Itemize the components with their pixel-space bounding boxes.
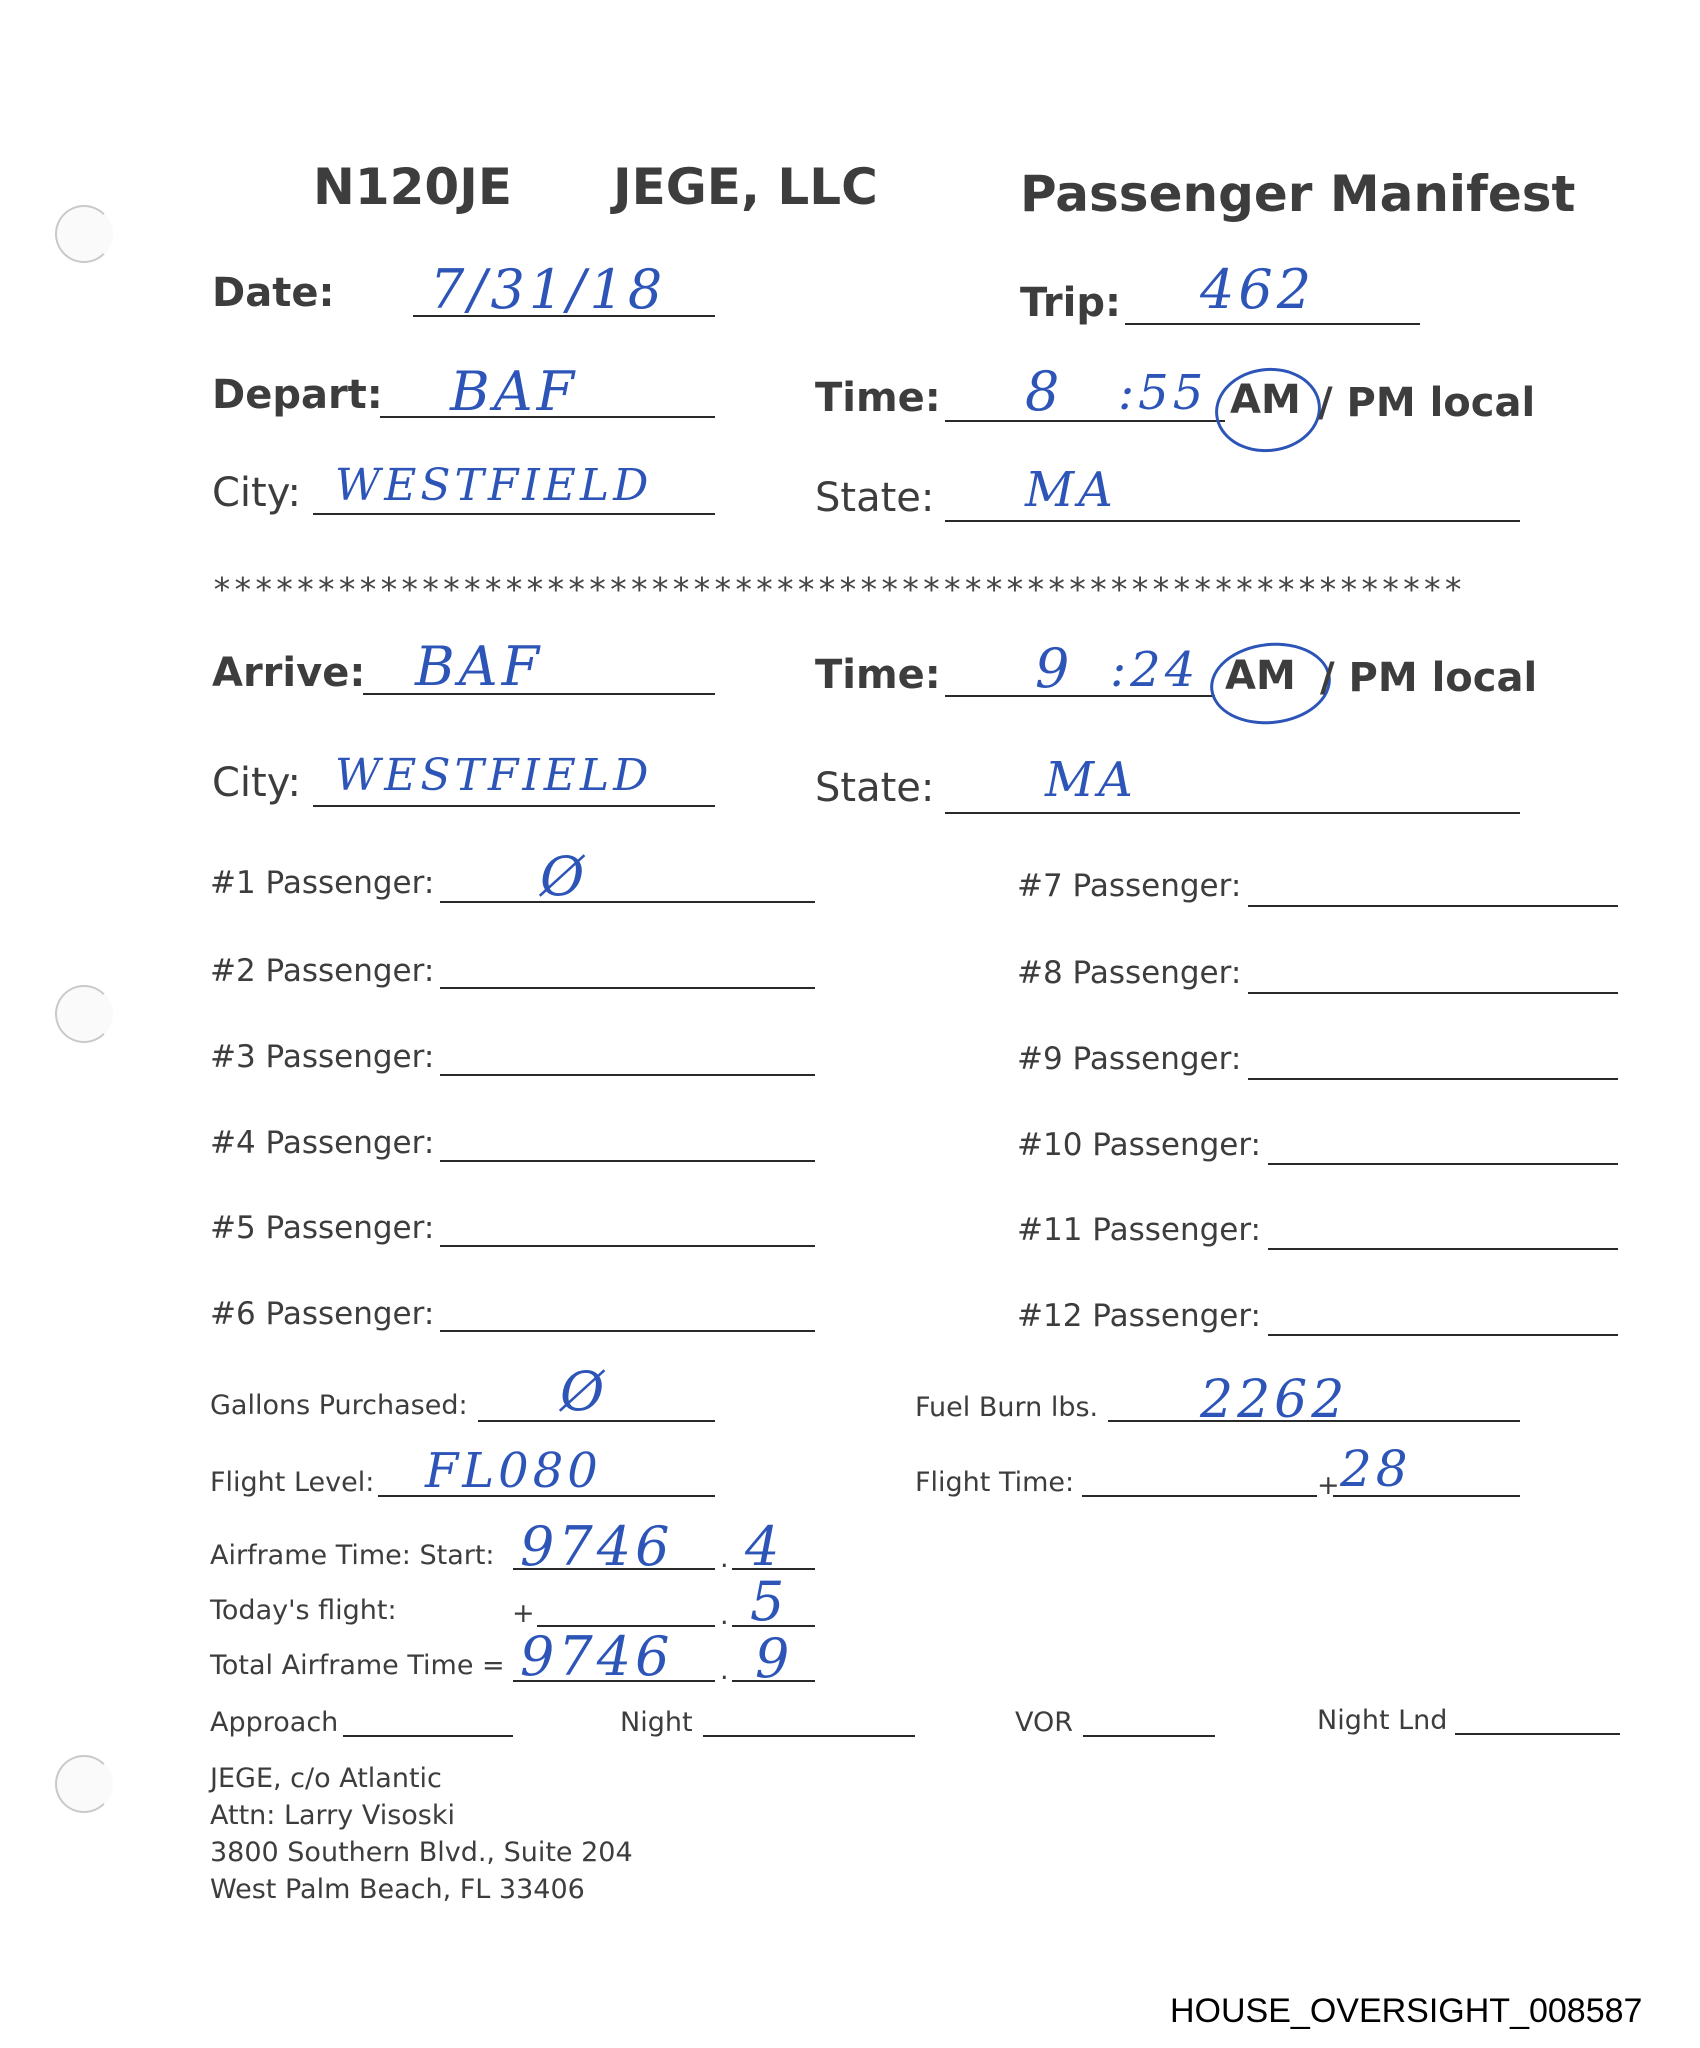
passenger-label: #9 Passenger: [1017,1041,1242,1077]
passenger-line [1268,1163,1618,1165]
address-line-2: Attn: Larry Visoski [210,1800,456,1831]
address-line-3: 3800 Southern Blvd., Suite 204 [210,1837,633,1868]
airframe-start-label: Airframe Time: Start: [210,1540,495,1571]
passenger-line [1268,1334,1618,1336]
separator-line: ************************************************************ [212,570,1465,609]
bates-number: HOUSE_OVERSIGHT_008587 [1170,1992,1643,2030]
tail-number: N120JE [313,158,512,216]
trip-value: 462 [1200,258,1316,321]
depart-city-label: City: [212,470,301,516]
approach-line [343,1735,513,1737]
arrive-am-label: AM [1225,653,1296,699]
passenger-line [440,1074,815,1076]
binder-hole [55,205,113,263]
depart-state-line [945,520,1520,522]
depart-label: Depart: [212,372,383,418]
fuel-burn-value: 2262 [1200,1370,1349,1430]
passenger-value: Ø [540,845,589,908]
passenger-label: #4 Passenger: [210,1125,435,1161]
arrive-time-minutes: :24 [1110,642,1200,698]
depart-am-label: AM [1230,377,1301,423]
flight-time-label: Flight Time: [915,1467,1075,1498]
arrive-time-label: Time: [815,652,941,698]
total-airframe-dot: . [720,1655,729,1686]
depart-state-label: State: [815,475,935,521]
date-value: 7/31/18 [430,258,667,321]
gallons-value: Ø [560,1360,609,1423]
night-lnd-line [1455,1733,1620,1735]
passenger-line [1248,1078,1618,1080]
binder-hole [55,985,113,1043]
todays-flight-plus: + [512,1598,535,1629]
depart-city-value: WESTFIELD [335,460,653,511]
arrive-state-value: MA [1045,752,1137,808]
passenger-line [440,1330,815,1332]
flight-time-plus: + [1317,1470,1340,1501]
address-line-4: West Palm Beach, FL 33406 [210,1874,585,1905]
vor-line [1083,1735,1215,1737]
depart-time-hour: 8 [1025,360,1064,423]
passenger-label: #6 Passenger: [210,1296,435,1332]
todays-flight-tenths: 5 [750,1570,789,1633]
passenger-label: #11 Passenger: [1017,1212,1261,1248]
approach-label: Approach [210,1707,339,1738]
trip-label: Trip: [1020,280,1121,326]
depart-time-minutes: :55 [1118,365,1208,421]
arrive-pm-local-label: / PM local [1320,655,1538,701]
date-label: Date: [212,270,335,316]
todays-flight-dot: . [720,1600,729,1631]
arrive-state-line [945,812,1520,814]
arrive-city-label: City: [212,760,301,806]
night-lnd-label: Night Lnd [1317,1705,1448,1736]
passenger-line [1268,1248,1618,1250]
depart-value: BAF [450,360,579,423]
passenger-label: #8 Passenger: [1017,955,1242,991]
company-name: JEGE, LLC [613,158,878,216]
vor-label: VOR [1015,1707,1074,1738]
depart-state-value: MA [1025,462,1117,518]
night-line [703,1735,915,1737]
depart-time-label: Time: [815,375,941,421]
night-label: Night [620,1707,693,1738]
airframe-start-whole: 9746 [520,1515,674,1578]
arrive-am-circled [1206,637,1335,730]
passenger-line [440,901,815,903]
address-line-1: JEGE, c/o Atlantic [210,1763,442,1794]
flight-time-value: 28 [1340,1440,1412,1498]
passenger-label: #2 Passenger: [210,953,435,989]
passenger-label: #12 Passenger: [1017,1298,1261,1334]
flight-level-label: Flight Level: [210,1467,375,1498]
passenger-label: #1 Passenger: [210,865,435,901]
arrive-label: Arrive: [212,650,366,696]
passenger-line [1248,905,1618,907]
total-airframe-label: Total Airframe Time = [210,1650,505,1681]
passenger-line [440,1160,815,1162]
flight-level-value: FL080 [425,1443,602,1499]
airframe-start-tenths: 4 [745,1515,784,1578]
total-airframe-whole: 9746 [520,1625,674,1688]
flight-time-line-a [1082,1495,1317,1497]
arrive-city-line [313,805,715,807]
passenger-label: #10 Passenger: [1017,1127,1261,1163]
passenger-line [440,1245,815,1247]
airframe-start-dot: . [720,1543,729,1574]
arrive-time-hour: 9 [1035,637,1074,700]
depart-pm-local-label: / PM local [1318,380,1536,426]
arrive-value: BAF [415,635,544,698]
passenger-label: #7 Passenger: [1017,868,1242,904]
gallons-label: Gallons Purchased: [210,1390,468,1421]
fuel-burn-label: Fuel Burn lbs. [915,1392,1099,1423]
page-title: Passenger Manifest [1020,165,1576,223]
passenger-label: #5 Passenger: [210,1210,435,1246]
todays-flight-label: Today's flight: [210,1595,397,1626]
trip-line [1125,323,1420,325]
depart-am-circled [1211,363,1325,458]
binder-hole [55,1755,113,1813]
passenger-label: #3 Passenger: [210,1039,435,1075]
arrive-state-label: State: [815,765,935,811]
depart-city-line [313,513,715,515]
total-airframe-tenths: 9 [755,1627,794,1690]
arrive-city-value: WESTFIELD [335,750,653,801]
passenger-line [1248,992,1618,994]
passenger-line [440,987,815,989]
